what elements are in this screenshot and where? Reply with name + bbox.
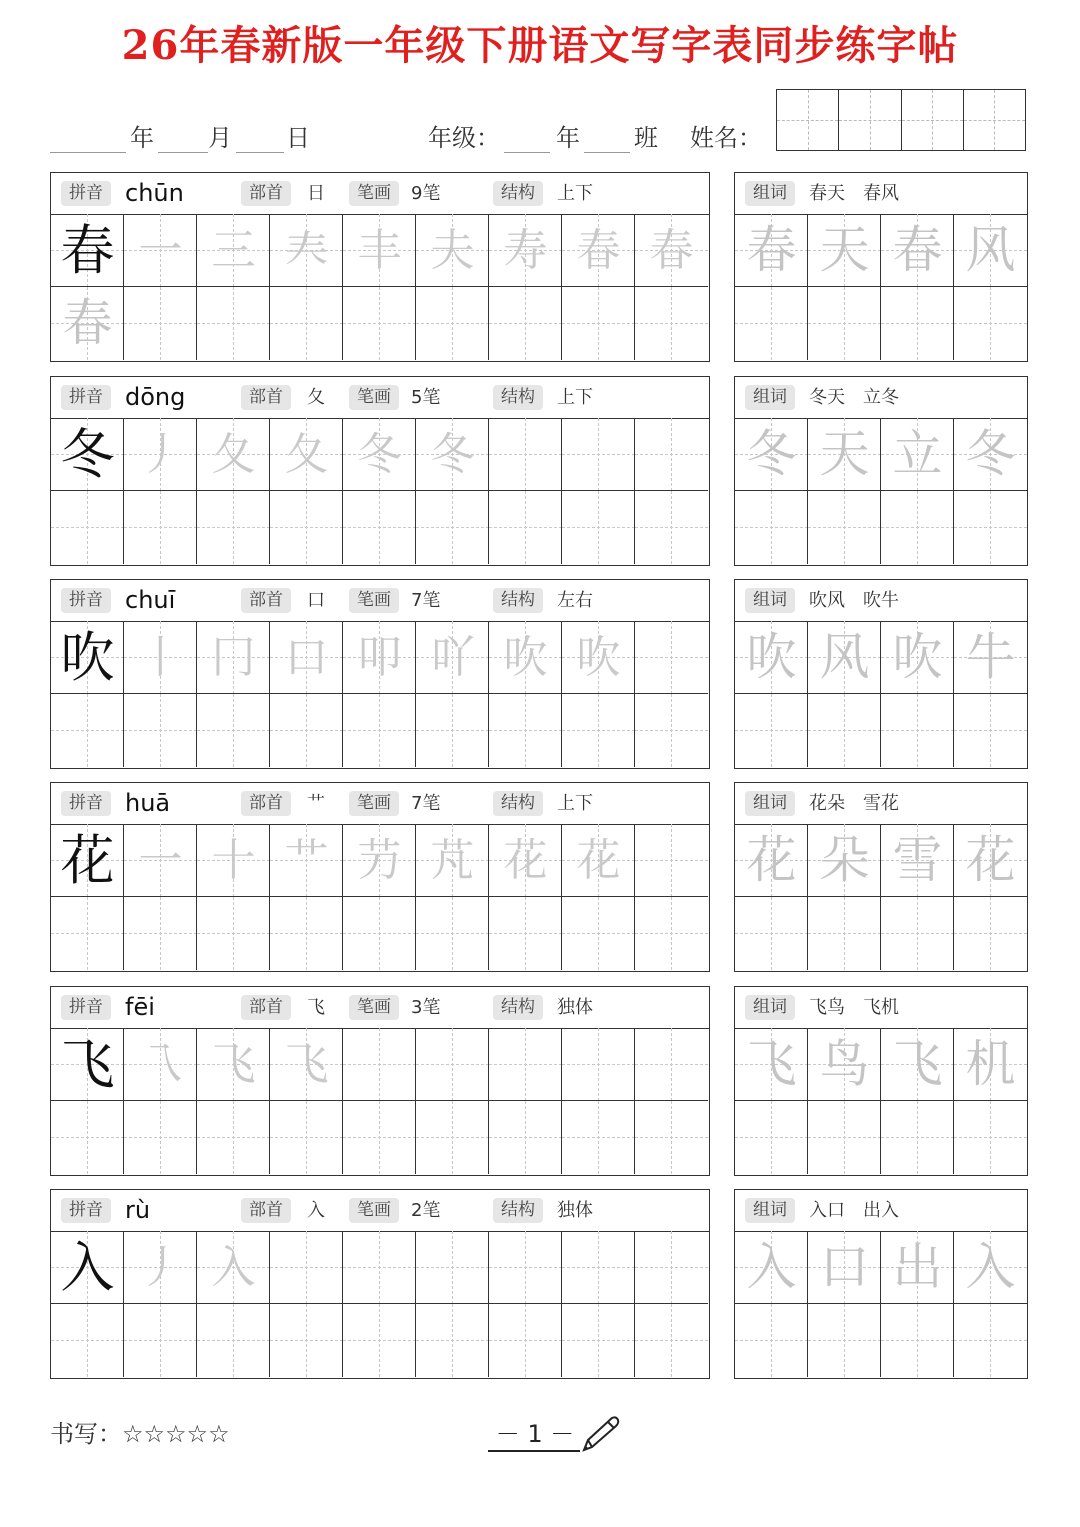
writing-cell[interactable] <box>635 491 708 564</box>
radical-label: 部首 <box>241 1198 291 1223</box>
word-trace-character: 入 <box>965 1238 1016 1296</box>
word-trace-character: 飞 <box>746 1035 797 1093</box>
strokes-value: 2笔 <box>411 1200 441 1221</box>
practice-panel <box>50 782 710 972</box>
word-trace-character: 口 <box>819 1238 870 1296</box>
writing-cell[interactable] <box>343 897 416 970</box>
strokes-label: 笔画 <box>349 995 399 1020</box>
pinyin-label: 拼音 <box>61 1198 111 1223</box>
structure-label: 结构 <box>493 791 543 816</box>
word-trace-character: 立 <box>892 425 943 483</box>
model-character: 飞 <box>60 1033 115 1096</box>
stroke-order-step: 芃 <box>430 835 475 886</box>
char-info-header <box>51 377 709 419</box>
word-trace-character: 吹 <box>892 628 943 686</box>
class-label: 班 <box>634 124 658 152</box>
writing-cell[interactable] <box>197 694 270 767</box>
structure-value: 上下 <box>557 793 593 814</box>
writing-cell[interactable] <box>51 897 124 970</box>
word-trace-character: 花 <box>965 831 1016 889</box>
stroke-order-step: 寿 <box>503 225 548 276</box>
writing-cell[interactable] <box>635 621 708 694</box>
stroke-order-step: 飞 <box>284 1039 329 1090</box>
structure-value: 上下 <box>557 183 593 204</box>
writing-cell[interactable] <box>197 1304 270 1377</box>
writing-cell[interactable] <box>416 287 489 360</box>
writing-cell[interactable] <box>881 491 954 564</box>
writing-cell[interactable] <box>735 897 808 970</box>
writing-cell[interactable] <box>635 418 708 491</box>
radical-label: 部首 <box>241 995 291 1020</box>
strokes-label: 笔画 <box>349 588 399 613</box>
word-trace-character: 吹 <box>746 628 797 686</box>
writing-cell[interactable] <box>954 1101 1027 1174</box>
word-trace-character: 朵 <box>819 831 870 889</box>
year-label: 年 <box>130 124 154 152</box>
words-label: 组词 <box>745 588 795 613</box>
word-header <box>735 377 1027 419</box>
character-block <box>50 986 1028 1176</box>
practice-panel <box>50 579 710 769</box>
writing-cell[interactable] <box>489 491 562 564</box>
month-label: 月 <box>208 124 232 152</box>
radical-value: 夂 <box>307 387 325 408</box>
writing-cell[interactable] <box>635 1304 708 1377</box>
strokes-value: 9笔 <box>411 183 441 204</box>
stroke-order-step: 夂 <box>284 429 329 480</box>
writing-cell[interactable] <box>51 694 124 767</box>
writing-cell[interactable] <box>51 1101 124 1174</box>
writing-cell[interactable] <box>808 1304 881 1377</box>
stroke-order-step: 芀 <box>357 835 402 886</box>
words-label: 组词 <box>745 385 795 410</box>
radical-label: 部首 <box>241 181 291 206</box>
radical-value: 艹 <box>307 793 325 814</box>
stroke-order-step: 冂 <box>211 632 256 683</box>
stroke-order-step: 夂 <box>211 429 256 480</box>
writing-cell[interactable] <box>270 1304 343 1377</box>
practice-panel <box>50 172 710 362</box>
grade-label: 年级： <box>428 124 500 152</box>
word-trace-character: 春 <box>746 221 797 279</box>
date-class-line <box>50 118 770 158</box>
page-number: － 1 － <box>495 1420 575 1448</box>
word-trace-character: 花 <box>746 831 797 889</box>
writing-cell[interactable] <box>197 491 270 564</box>
words-value: 花朵 雪花 <box>809 793 899 814</box>
stroke-order-step: 冬 <box>430 429 475 480</box>
writing-cell[interactable] <box>635 824 708 897</box>
pinyin-value: chūn <box>125 179 184 207</box>
writing-cell[interactable] <box>954 287 1027 360</box>
character-block <box>50 579 1028 769</box>
pinyin-value: rù <box>125 1196 151 1224</box>
char-info-header <box>51 1190 709 1232</box>
writing-cell[interactable] <box>562 694 635 767</box>
writing-cell[interactable] <box>735 694 808 767</box>
stroke-order-step: 一 <box>138 225 183 276</box>
writing-cell[interactable] <box>270 694 343 767</box>
writing-cell[interactable] <box>881 897 954 970</box>
pinyin-label: 拼音 <box>61 791 111 816</box>
stroke-order-step: 口 <box>284 632 329 683</box>
words-value: 吹风 吹牛 <box>809 590 899 611</box>
rating-stars[interactable]: ☆☆☆☆☆ <box>122 1420 230 1448</box>
words-value: 飞鸟 飞机 <box>809 997 899 1018</box>
rating-label: 书写： <box>50 1420 122 1448</box>
stroke-order-step: 乁 <box>138 1039 183 1090</box>
writing-cell[interactable] <box>954 1304 1027 1377</box>
model-character: 冬 <box>60 423 115 486</box>
writing-cell[interactable] <box>197 1101 270 1174</box>
writing-rating <box>50 1414 230 1449</box>
writing-cell[interactable] <box>808 897 881 970</box>
writing-cell[interactable] <box>343 1028 416 1101</box>
word-trace-character: 天 <box>819 221 870 279</box>
strokes-label: 笔画 <box>349 385 399 410</box>
writing-cell[interactable] <box>562 1028 635 1101</box>
writing-cell[interactable] <box>635 897 708 970</box>
stroke-order-step: 十 <box>211 835 256 886</box>
stroke-order-step: 春 <box>576 225 621 276</box>
stroke-order-step: 花 <box>503 835 548 886</box>
writing-cell[interactable] <box>416 1304 489 1377</box>
char-info-header <box>51 783 709 825</box>
writing-cell[interactable] <box>954 694 1027 767</box>
word-trace-character: 牛 <box>965 628 1016 686</box>
writing-cell[interactable] <box>635 694 708 767</box>
writing-cell[interactable] <box>270 287 343 360</box>
day-label: 日 <box>286 124 310 152</box>
model-character: 花 <box>60 829 115 892</box>
radical-value: 入 <box>307 1200 325 1221</box>
word-trace-character: 风 <box>819 628 870 686</box>
model-character: 春 <box>60 219 115 282</box>
radical-value: 日 <box>307 183 325 204</box>
structure-label: 结构 <box>493 385 543 410</box>
structure-value: 左右 <box>557 590 593 611</box>
writing-cell[interactable] <box>51 491 124 564</box>
stroke-order-step: 夫 <box>430 225 475 276</box>
writing-cell[interactable] <box>343 491 416 564</box>
writing-cell[interactable] <box>808 491 881 564</box>
pinyin-value: chuī <box>125 586 176 614</box>
strokes-label: 笔画 <box>349 1198 399 1223</box>
pinyin-value: fēi <box>125 993 155 1021</box>
stroke-order-step: 丨 <box>138 632 183 683</box>
pinyin-value: dōng <box>125 383 186 411</box>
name-writing-boxes[interactable] <box>776 89 1026 151</box>
pinyin-value: huā <box>125 789 171 817</box>
radical-label: 部首 <box>241 385 291 410</box>
strokes-label: 笔画 <box>349 181 399 206</box>
writing-cell[interactable] <box>808 287 881 360</box>
writing-cell[interactable] <box>416 491 489 564</box>
stroke-order-step: 飞 <box>211 1039 256 1090</box>
writing-cell[interactable] <box>270 491 343 564</box>
grade-year-label: 年 <box>556 124 580 152</box>
word-panel <box>734 1189 1028 1379</box>
char-info-header <box>51 987 709 1029</box>
word-trace-character: 冬 <box>746 425 797 483</box>
word-header <box>735 783 1027 825</box>
char-info-header <box>51 173 709 215</box>
radical-label: 部首 <box>241 791 291 816</box>
structure-label: 结构 <box>493 181 543 206</box>
stroke-order-step: 吹 <box>576 632 621 683</box>
writing-cell[interactable] <box>562 1231 635 1304</box>
structure-label: 结构 <box>493 588 543 613</box>
word-trace-character: 入 <box>746 1238 797 1296</box>
writing-cell[interactable] <box>416 694 489 767</box>
strokes-value: 7笔 <box>411 590 441 611</box>
writing-cell[interactable] <box>270 897 343 970</box>
writing-cell[interactable] <box>562 1101 635 1174</box>
word-header <box>735 1190 1027 1232</box>
word-trace-character: 出 <box>892 1238 943 1296</box>
word-trace-character: 冬 <box>965 425 1016 483</box>
writing-cell[interactable] <box>343 1101 416 1174</box>
writing-cell[interactable] <box>881 287 954 360</box>
writing-cell[interactable] <box>562 418 635 491</box>
writing-cell[interactable] <box>635 1231 708 1304</box>
strokes-label: 笔画 <box>349 791 399 816</box>
radical-label: 部首 <box>241 588 291 613</box>
words-label: 组词 <box>745 791 795 816</box>
writing-cell[interactable] <box>416 1101 489 1174</box>
strokes-value: 5笔 <box>411 387 441 408</box>
writing-cell[interactable] <box>489 694 562 767</box>
stroke-order-step: 艹 <box>284 835 329 886</box>
word-trace-character: 飞 <box>892 1035 943 1093</box>
word-panel <box>734 986 1028 1176</box>
writing-cell[interactable] <box>562 897 635 970</box>
stroke-order-step: 𡗗 <box>284 225 329 276</box>
writing-cell[interactable] <box>416 897 489 970</box>
stroke-order-step: 吹 <box>503 632 548 683</box>
writing-cell[interactable] <box>735 287 808 360</box>
writing-cell[interactable] <box>343 694 416 767</box>
writing-cell[interactable] <box>881 1101 954 1174</box>
writing-cell[interactable] <box>124 897 197 970</box>
word-trace-character: 春 <box>892 221 943 279</box>
writing-cell[interactable] <box>51 1304 124 1377</box>
writing-cell[interactable] <box>124 1304 197 1377</box>
character-block <box>50 1189 1028 1379</box>
practice-panel <box>50 1189 710 1379</box>
word-header <box>735 580 1027 622</box>
stroke-order-step: 花 <box>576 835 621 886</box>
writing-cell[interactable] <box>562 491 635 564</box>
writing-cell[interactable] <box>881 1304 954 1377</box>
writing-cell[interactable] <box>416 1028 489 1101</box>
word-header <box>735 987 1027 1029</box>
practice-panel <box>50 986 710 1176</box>
structure-value: 上下 <box>557 387 593 408</box>
char-info-header <box>51 580 709 622</box>
words-label: 组词 <box>745 1198 795 1223</box>
pinyin-label: 拼音 <box>61 385 111 410</box>
writing-cell[interactable] <box>489 418 562 491</box>
model-character: 吹 <box>60 626 115 689</box>
stroke-order-step: 一 <box>138 835 183 886</box>
writing-cell[interactable] <box>343 1231 416 1304</box>
word-header <box>735 173 1027 215</box>
stroke-order-step: 春 <box>649 225 694 276</box>
character-block <box>50 172 1028 362</box>
pen-icon <box>578 1414 622 1454</box>
practice-panel <box>50 376 710 566</box>
stroke-order-step: 入 <box>211 1242 256 1293</box>
pinyin-label: 拼音 <box>61 181 111 206</box>
writing-cell[interactable] <box>808 1101 881 1174</box>
writing-cell[interactable] <box>124 491 197 564</box>
stroke-order-step: 三 <box>211 225 256 276</box>
radical-value: 口 <box>307 590 325 611</box>
page-number-underline <box>488 1450 580 1452</box>
writing-cell[interactable] <box>881 694 954 767</box>
strokes-value: 7笔 <box>411 793 441 814</box>
strokes-value: 3笔 <box>411 997 441 1018</box>
writing-cell[interactable] <box>735 1304 808 1377</box>
writing-cell[interactable] <box>954 491 1027 564</box>
words-value: 春天 春风 <box>809 183 899 204</box>
word-trace-character: 天 <box>819 425 870 483</box>
writing-cell[interactable] <box>562 1304 635 1377</box>
writing-cell[interactable] <box>124 694 197 767</box>
writing-cell[interactable] <box>343 287 416 360</box>
word-panel <box>734 172 1028 362</box>
words-value: 入口 出入 <box>809 1200 899 1221</box>
stroke-order-step: 丿 <box>138 429 183 480</box>
stroke-order-step: 丰 <box>357 225 402 276</box>
trace-character: 春 <box>62 294 113 352</box>
stroke-order-step: 冬 <box>357 429 402 480</box>
writing-cell[interactable] <box>635 287 708 360</box>
stroke-order-step: 吖 <box>430 632 475 683</box>
word-trace-character: 鸟 <box>819 1035 870 1093</box>
word-trace-character: 风 <box>965 221 1016 279</box>
character-block <box>50 376 1028 566</box>
model-character: 入 <box>60 1236 115 1299</box>
writing-cell[interactable] <box>735 1101 808 1174</box>
structure-label: 结构 <box>493 1198 543 1223</box>
writing-cell[interactable] <box>416 1231 489 1304</box>
word-panel <box>734 782 1028 972</box>
character-block <box>50 782 1028 972</box>
writing-cell[interactable] <box>489 1101 562 1174</box>
radical-value: 飞 <box>307 997 325 1018</box>
word-panel <box>734 579 1028 769</box>
writing-cell[interactable] <box>124 1101 197 1174</box>
writing-cell[interactable] <box>270 1101 343 1174</box>
writing-cell[interactable] <box>489 1028 562 1101</box>
writing-cell[interactable] <box>343 1304 416 1377</box>
writing-cell[interactable] <box>489 897 562 970</box>
name-label: 姓名： <box>690 124 762 152</box>
writing-cell[interactable] <box>489 1231 562 1304</box>
writing-cell[interactable] <box>197 897 270 970</box>
writing-cell[interactable] <box>635 1028 708 1101</box>
word-trace-character: 雪 <box>892 831 943 889</box>
writing-cell[interactable] <box>489 287 562 360</box>
writing-cell[interactable] <box>270 1231 343 1304</box>
word-panel <box>734 376 1028 566</box>
words-label: 组词 <box>745 995 795 1020</box>
word-trace-character: 机 <box>965 1035 1016 1093</box>
writing-cell[interactable] <box>735 491 808 564</box>
stroke-order-step: 丿 <box>138 1242 183 1293</box>
structure-label: 结构 <box>493 995 543 1020</box>
writing-cell[interactable] <box>954 897 1027 970</box>
words-value: 冬天 立冬 <box>809 387 899 408</box>
pinyin-label: 拼音 <box>61 995 111 1020</box>
structure-value: 独体 <box>557 1200 593 1221</box>
pinyin-label: 拼音 <box>61 588 111 613</box>
page-title: 26年春新版一年级下册语文写字表同步练字帖 <box>121 22 959 69</box>
writing-cell[interactable] <box>808 694 881 767</box>
words-label: 组词 <box>745 181 795 206</box>
writing-cell[interactable] <box>489 1304 562 1377</box>
writing-cell[interactable] <box>197 287 270 360</box>
writing-cell[interactable] <box>562 287 635 360</box>
stroke-order-step: 叩 <box>357 632 402 683</box>
writing-cell[interactable] <box>635 1101 708 1174</box>
writing-cell[interactable] <box>124 287 197 360</box>
structure-value: 独体 <box>557 997 593 1018</box>
